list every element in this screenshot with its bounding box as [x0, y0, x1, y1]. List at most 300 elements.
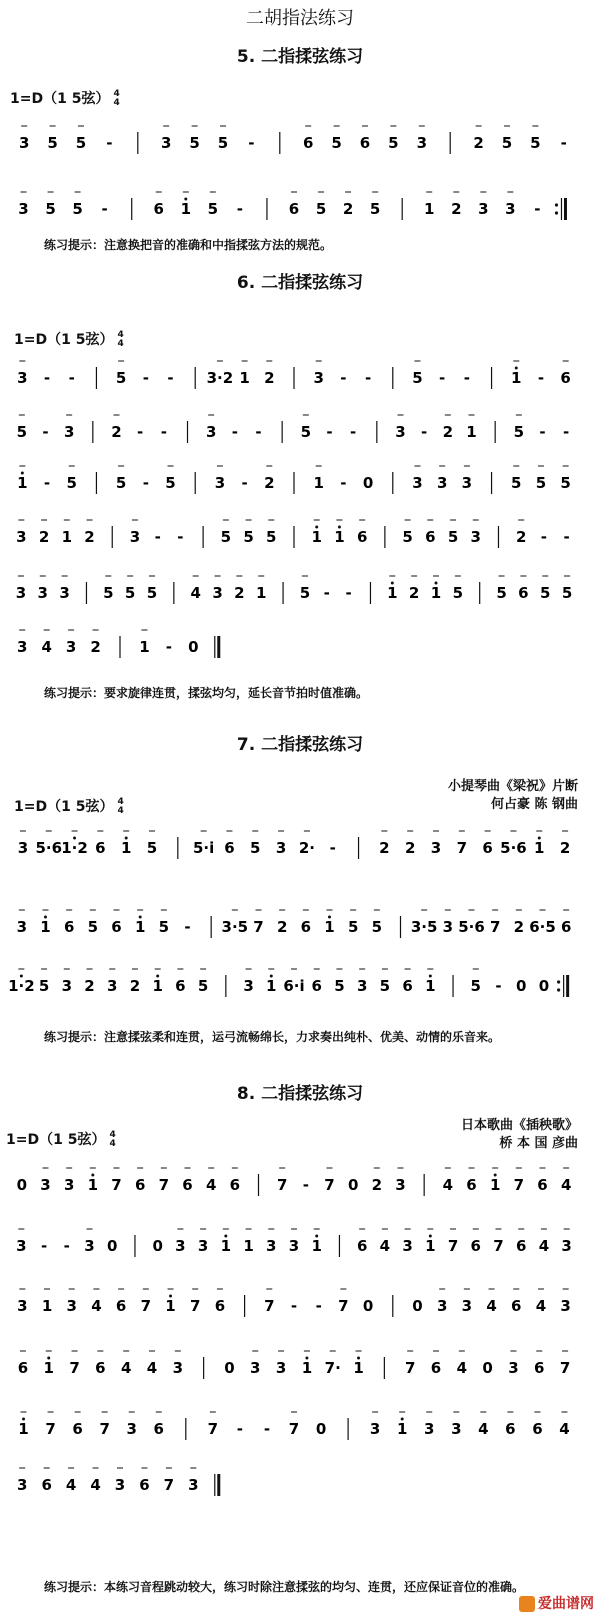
- jianpu-note: 2: [264, 474, 275, 492]
- jianpu-note: 1: [334, 528, 345, 546]
- jianpu-note: 1: [313, 474, 324, 492]
- jianpu-note: 5: [16, 423, 28, 441]
- jianpu-note: 6: [182, 1176, 193, 1194]
- jianpu-note: 5: [535, 474, 547, 492]
- jianpu-note: 3: [17, 1297, 28, 1315]
- jianpu-note: 6: [300, 918, 312, 936]
- jianpu-note: 7: [559, 1359, 571, 1377]
- jianpu-note: 5: [45, 200, 56, 218]
- jianpu-note: 3: [107, 977, 118, 995]
- jianpu-note: 0: [347, 1176, 359, 1194]
- jianpu-note: 6: [288, 200, 300, 218]
- jianpu-note: 3: [395, 423, 406, 441]
- practice-tip: 练习提示：本练习音程跳动较大，练习时除注意揉弦的均匀、连贯，还应保证音位的准确。: [44, 1580, 525, 1594]
- octave-dot: [338, 526, 341, 529]
- jianpu-note: 7: [338, 1297, 349, 1315]
- jianpu-note: 6: [482, 839, 493, 857]
- jianpu-note: 5: [266, 528, 277, 546]
- jianpu-note: 4: [535, 1297, 547, 1315]
- jianpu-note: 6: [111, 918, 122, 936]
- jianpu-note: 6: [134, 1176, 146, 1194]
- repeat-dot: [555, 203, 558, 206]
- jianpu-note: 7: [140, 1297, 152, 1315]
- jianpu-note: 6: [518, 584, 529, 602]
- repeat-dot: [555, 211, 558, 214]
- octave-dot: [184, 198, 187, 201]
- octave-dot: [20, 975, 23, 978]
- jianpu-note: 2: [451, 200, 462, 218]
- jianpu-note: 4: [41, 638, 52, 656]
- jianpu-note: 1: [239, 369, 250, 387]
- jianpu-note: 6: [359, 134, 371, 152]
- jianpu-note: 1: [220, 1237, 232, 1255]
- octave-dot: [391, 582, 394, 585]
- key-signature: 1=D（1 5弦） 4 4: [10, 89, 120, 108]
- key-signature: 1=D（1 5弦） 4 4: [14, 330, 124, 349]
- jianpu-note: 0: [16, 1176, 28, 1194]
- repeat-dot: [557, 980, 560, 983]
- jianpu-note: 1: [134, 918, 146, 936]
- jianpu-note: 7: [404, 1359, 416, 1377]
- jianpu-note: 3: [160, 134, 172, 152]
- key-signature: 1=D（1 5弦） 4 4: [14, 797, 124, 816]
- jianpu-note: 1: [139, 638, 150, 656]
- jianpu-note: 1: [18, 1420, 29, 1438]
- jianpu-note: 4: [120, 1359, 132, 1377]
- jianpu-note: 5: [402, 528, 413, 546]
- octave-dot: [305, 1357, 308, 1360]
- jianpu-note: 7: [324, 1176, 335, 1194]
- jianpu-note: 1: [534, 839, 545, 857]
- jianpu-note: 1: [243, 1237, 254, 1255]
- jianpu-note: 2: [276, 918, 288, 936]
- octave-dot: [44, 916, 47, 919]
- jianpu-note: 5·6: [458, 918, 485, 936]
- jianpu-note: 5: [250, 839, 261, 857]
- jianpu-note: 5: [511, 474, 522, 492]
- jianpu-note: 7: [207, 1420, 219, 1438]
- jianpu-note: 3: [16, 528, 27, 546]
- jianpu-note: -: [315, 1297, 322, 1315]
- jianpu-note: 2: [111, 423, 122, 441]
- jianpu-note: 3: [505, 200, 516, 218]
- jianpu-note: 6: [17, 1359, 29, 1377]
- jianpu-note: 5: [315, 200, 327, 218]
- jianpu-note: 3: [430, 839, 442, 857]
- jianpu-note: -: [421, 423, 428, 441]
- jianpu-note: 6: [505, 1420, 516, 1438]
- octave-dot: [21, 472, 24, 475]
- jianpu-note: 5: [470, 977, 481, 995]
- jianpu-note: 3: [172, 1359, 184, 1377]
- jianpu-note: 1: [41, 1297, 53, 1315]
- jianpu-note: 3: [478, 200, 489, 218]
- jianpu-note: 7: [99, 1420, 110, 1438]
- jianpu-note: 3: [18, 200, 29, 218]
- jianpu-note: 3: [442, 918, 454, 936]
- octave-dot: [515, 367, 518, 370]
- jianpu-note: 3·5: [221, 918, 249, 936]
- jianpu-note: 3: [461, 474, 473, 492]
- jianpu-note: 6: [532, 1420, 543, 1438]
- jianpu-note: 5: [158, 918, 170, 936]
- jianpu-note: 5: [217, 134, 229, 152]
- jianpu-note: 4: [65, 1476, 77, 1494]
- jianpu-note: 3: [18, 134, 30, 152]
- jianpu-note: -: [563, 528, 570, 546]
- jianpu-note: 3: [17, 369, 28, 387]
- jianpu-note: 5: [146, 584, 158, 602]
- jianpu-note: 2: [442, 423, 454, 441]
- jianpu-note: 5: [189, 134, 200, 152]
- jianpu-note: -: [350, 423, 357, 441]
- jianpu-note: 3: [402, 1237, 413, 1255]
- time-signature: 4 4: [117, 330, 124, 349]
- jianpu-note: 3: [451, 1420, 462, 1438]
- jianpu-note: -: [290, 1297, 298, 1315]
- jianpu-note: -: [142, 369, 149, 387]
- jianpu-note: 2: [38, 528, 50, 546]
- jianpu-note: 6: [470, 1237, 481, 1255]
- jianpu-note: 6: [430, 1359, 442, 1377]
- jianpu-note: 3: [61, 977, 73, 995]
- jianpu-note: 7: [111, 1176, 122, 1194]
- jianpu-note: 5: [347, 918, 359, 936]
- jianpu-note: 4: [486, 1297, 497, 1315]
- jianpu-note: 7: [163, 1476, 175, 1494]
- jianpu-note: 6: [139, 1476, 150, 1494]
- jianpu-note: 3: [59, 584, 70, 602]
- octave-dot: [125, 837, 128, 840]
- jianpu-note: -: [236, 200, 244, 218]
- jianpu-note: 7: [253, 918, 264, 936]
- jianpu-note: 3: [275, 839, 287, 857]
- jianpu-note: 3: [114, 1476, 126, 1494]
- jianpu-note: 1: [87, 1176, 99, 1194]
- jianpu-note: 5: [369, 200, 381, 218]
- jianpu-note: 3: [560, 1297, 571, 1315]
- practice-tip: 练习提示：要求旋律连贯，揉弦均匀，延长音节拍时值准确。: [44, 686, 369, 700]
- jianpu-note: 6: [229, 1176, 241, 1194]
- jianpu-note: 4: [560, 1176, 572, 1194]
- jianpu-note: -: [184, 918, 191, 936]
- jianpu-note: -: [231, 423, 238, 441]
- jianpu-note: 0: [362, 1297, 374, 1315]
- octave-dot: [538, 837, 541, 840]
- jianpu-note: 6: [560, 369, 571, 387]
- jianpu-note: -: [323, 584, 330, 602]
- jianpu-note: 0: [224, 1359, 235, 1377]
- jianpu-note: -: [165, 638, 173, 656]
- jianpu-note: 3: [436, 474, 448, 492]
- jianpu-note: 5·i: [192, 839, 215, 857]
- jianpu-note: 5: [560, 474, 571, 492]
- jianpu-note: 3: [84, 1237, 95, 1255]
- jianpu-note: 2: [515, 528, 527, 546]
- jianpu-note: 4: [456, 1359, 468, 1377]
- jianpu-note: 1: [425, 977, 436, 995]
- octave-dot: [401, 1418, 404, 1421]
- jianpu-note: 1·2: [61, 839, 88, 857]
- jianpu-note: 6: [560, 918, 572, 936]
- octave-dot: [91, 1174, 94, 1177]
- jianpu-note: 3: [66, 1297, 77, 1315]
- jianpu-note: 6: [95, 1359, 106, 1377]
- jianpu-note: 5: [501, 134, 513, 152]
- octave-dot: [22, 1418, 25, 1421]
- jianpu-note: 6: [224, 839, 235, 857]
- jianpu-note: 6: [214, 1297, 226, 1315]
- jianpu-note: 4: [538, 1237, 550, 1255]
- jianpu-note: 5: [103, 584, 114, 602]
- jianpu-note: 1: [61, 528, 73, 546]
- jianpu-note: -: [137, 423, 144, 441]
- jianpu-note: -: [42, 423, 49, 441]
- octave-dot: [169, 1295, 172, 1298]
- music-logo-icon: [519, 1596, 535, 1612]
- octave-dot: [429, 975, 432, 978]
- jianpu-note: -: [177, 528, 184, 546]
- jianpu-note: 3: [212, 584, 223, 602]
- jianpu-note: -: [463, 369, 470, 387]
- jianpu-note: 1·2: [8, 977, 35, 995]
- jianpu-note: 3: [63, 1176, 75, 1194]
- jianpu-note: -: [539, 423, 546, 441]
- jianpu-note: 4: [559, 1420, 570, 1438]
- practice-tip: 练习提示：注意换把音的准确和中指揉弦方法的规范。: [44, 238, 333, 252]
- jianpu-note: 6: [402, 977, 413, 995]
- jianpu-note: 2: [84, 528, 95, 546]
- jianpu-note: 0: [152, 1237, 163, 1255]
- jianpu-note: 1: [180, 200, 192, 218]
- jianpu-note: -: [495, 977, 502, 995]
- octave-dot: [494, 1174, 497, 1177]
- jianpu-note: 1: [489, 1176, 501, 1194]
- jianpu-note: 3: [16, 1237, 27, 1255]
- jianpu-note: 2: [84, 977, 95, 995]
- octave-dot: [357, 1357, 360, 1360]
- jianpu-note: -: [302, 1176, 309, 1194]
- jianpu-note: 0: [482, 1359, 493, 1377]
- jianpu-note: 5·6: [35, 839, 63, 857]
- jianpu-note: 7: [489, 918, 501, 936]
- octave-dot: [435, 582, 438, 585]
- jianpu-note: 7: [264, 1297, 275, 1315]
- jianpu-note: 3: [17, 1476, 28, 1494]
- jianpu-note: 2: [473, 134, 484, 152]
- jianpu-note: 5: [299, 584, 311, 602]
- jianpu-note: -: [106, 134, 113, 152]
- jianpu-note: 3: [412, 474, 423, 492]
- jianpu-note: 1: [17, 474, 28, 492]
- page-title: 二胡指法练习: [246, 8, 354, 29]
- jianpu-note: 0: [538, 977, 550, 995]
- jianpu-note: 7: [69, 1359, 80, 1377]
- jianpu-note: 5: [75, 134, 87, 152]
- jianpu-note: 5: [496, 584, 507, 602]
- jianpu-note: 5: [243, 528, 254, 546]
- jianpu-note: 1: [353, 1359, 364, 1377]
- jianpu-note: 2·: [298, 839, 315, 857]
- jianpu-note: -: [364, 369, 372, 387]
- jianpu-note: 5: [447, 528, 459, 546]
- jianpu-note: 7: [447, 1237, 459, 1255]
- jianpu-note: 6: [115, 1297, 127, 1315]
- jianpu-note: 3: [395, 1176, 406, 1194]
- jianpu-note: 5: [371, 918, 383, 936]
- jianpu-note: 5: [115, 369, 127, 387]
- jianpu-note: 3: [40, 1176, 51, 1194]
- jianpu-note: 5: [300, 423, 312, 441]
- jianpu-note: -: [340, 474, 347, 492]
- jianpu-note: -: [248, 134, 255, 152]
- jianpu-note: 1: [165, 1297, 176, 1315]
- exercise-title: 7. 二指揉弦练习: [236, 735, 364, 755]
- jianpu-note: 1: [387, 584, 398, 602]
- jianpu-note: 1: [43, 1359, 54, 1377]
- jianpu-note: 3·2: [206, 369, 234, 387]
- jianpu-note: 5: [115, 474, 127, 492]
- jianpu-note: 7: [456, 839, 468, 857]
- jianpu-note: 5: [38, 977, 50, 995]
- jianpu-note: 2: [408, 584, 420, 602]
- jianpu-note: 4: [146, 1359, 158, 1377]
- jianpu-note: 5: [124, 584, 136, 602]
- octave-dot: [429, 1235, 432, 1238]
- jianpu-note: 3: [129, 528, 141, 546]
- piece-credit: 日本歌曲《插秧歌》 桥 本 国 彦曲: [460, 1118, 578, 1151]
- jianpu-note: -: [167, 369, 174, 387]
- jianpu-note: 3: [508, 1359, 519, 1377]
- jianpu-note: 2: [234, 584, 245, 602]
- jianpu-note: 7: [158, 1176, 170, 1194]
- jianpu-note: 3: [461, 1297, 473, 1315]
- piece-credit: 小提琴曲《梁祝》片断 何占豪 陈 钢曲: [447, 779, 578, 812]
- jianpu-note: -: [142, 474, 149, 492]
- jianpu-note: 3: [16, 918, 28, 936]
- exercise-title: 6. 二指揉弦练习: [236, 273, 364, 293]
- exercise-title: 8. 二指揉弦练习: [236, 1084, 364, 1104]
- jianpu-note: 4: [478, 1420, 489, 1438]
- jianpu-note: 1: [396, 1420, 408, 1438]
- jianpu-note: -: [540, 528, 548, 546]
- jianpu-note: -: [340, 369, 347, 387]
- jianpu-note: 6: [534, 1359, 545, 1377]
- jianpu-note: 5: [207, 200, 219, 218]
- jianpu-note: -: [43, 369, 51, 387]
- jianpu-note: 3: [313, 369, 324, 387]
- jianpu-note: -: [263, 1420, 271, 1438]
- jianpu-note: 5: [220, 528, 232, 546]
- octave-dot: [139, 916, 142, 919]
- jianpu-note: 3: [250, 1359, 261, 1377]
- jianpu-note: 1: [120, 839, 132, 857]
- jianpu-note: -: [160, 423, 167, 441]
- jianpu-note: 1: [301, 1359, 313, 1377]
- jianpu-note: 5: [530, 134, 541, 152]
- exercise-title: 5. 二指揉弦练习: [236, 47, 364, 67]
- jianpu-note: 6: [41, 1476, 52, 1494]
- jianpu-note: -: [329, 839, 336, 857]
- jianpu-note: -: [63, 1237, 70, 1255]
- jianpu-note: 3: [17, 638, 28, 656]
- jianpu-note: 0: [188, 638, 199, 656]
- jianpu-note: 5: [561, 584, 573, 602]
- practice-tip: 练习提示：注意揉弦柔和连贯，运弓流畅绵长，力求奏出纯朴、优美、动情的乐音来。: [44, 1030, 501, 1044]
- jianpu-note: 3: [175, 1237, 186, 1255]
- jianpu-note: 5: [334, 977, 345, 995]
- jianpu-note: 3: [37, 584, 48, 602]
- jianpu-note: 2: [342, 200, 354, 218]
- jianpu-note: 7: [276, 1176, 288, 1194]
- jianpu-note: 5: [87, 918, 99, 936]
- jianpu-note: 4: [205, 1176, 217, 1194]
- jianpu-note: 4: [379, 1237, 391, 1255]
- jianpu-note: 6: [302, 134, 314, 152]
- time-signature: 4 4: [109, 1130, 116, 1149]
- jianpu-note: 4: [90, 1476, 101, 1494]
- jianpu-note: 6: [72, 1420, 83, 1438]
- jianpu-note: 3: [470, 528, 481, 546]
- jianpu-note: 5: [331, 134, 342, 152]
- jianpu-note: 1: [424, 200, 435, 218]
- jianpu-note: -: [43, 474, 51, 492]
- jianpu-note: 2: [559, 839, 571, 857]
- jianpu-note: 0: [412, 1297, 423, 1315]
- jianpu-note: 6: [95, 839, 106, 857]
- jianpu-note: -: [534, 200, 541, 218]
- jianpu-note: 3: [275, 1359, 287, 1377]
- jianpu-note: 4: [190, 584, 201, 602]
- jianpu-note: 5: [412, 369, 423, 387]
- jianpu-note: 0: [315, 1420, 327, 1438]
- time-signature: 4 4: [117, 797, 124, 816]
- jianpu-note: 5: [388, 134, 399, 152]
- jianpu-note: 6: [515, 1237, 527, 1255]
- jianpu-note: 6: [63, 918, 75, 936]
- jianpu-note: 1: [266, 977, 277, 995]
- jianpu-note: 6: [153, 1420, 164, 1438]
- jianpu-note: 7·: [324, 1359, 341, 1377]
- jianpu-note: 5: [452, 584, 464, 602]
- jianpu-note: 0: [515, 977, 527, 995]
- jianpu-note: -: [537, 369, 545, 387]
- jianpu-note: -: [236, 1420, 244, 1438]
- jianpu-note: 5: [513, 423, 525, 441]
- jianpu-note: 1: [311, 528, 322, 546]
- octave-dot: [315, 1235, 318, 1238]
- jianpu-note: 4: [442, 1176, 454, 1194]
- jianpu-note: 5·6: [500, 839, 527, 857]
- jianpu-note: 3: [63, 423, 75, 441]
- jianpu-note: 6: [356, 528, 368, 546]
- octave-dot: [270, 975, 273, 978]
- jianpu-note: 6: [153, 200, 164, 218]
- jianpu-note: 7: [288, 1420, 300, 1438]
- jianpu-note: 6·5: [529, 918, 556, 936]
- octave-dot: [47, 1357, 50, 1360]
- jianpu-note: 3·5: [410, 918, 438, 936]
- octave-dot: [156, 975, 159, 978]
- jianpu-note: 5: [197, 977, 209, 995]
- jianpu-note: -: [101, 200, 108, 218]
- jianpu-note: 3: [188, 1476, 199, 1494]
- jianpu-note: 2: [404, 839, 416, 857]
- jianpu-note: 3: [126, 1420, 137, 1438]
- jianpu-note: 3: [65, 638, 77, 656]
- jianpu-note: 5: [66, 474, 77, 492]
- jianpu-note: -: [154, 528, 161, 546]
